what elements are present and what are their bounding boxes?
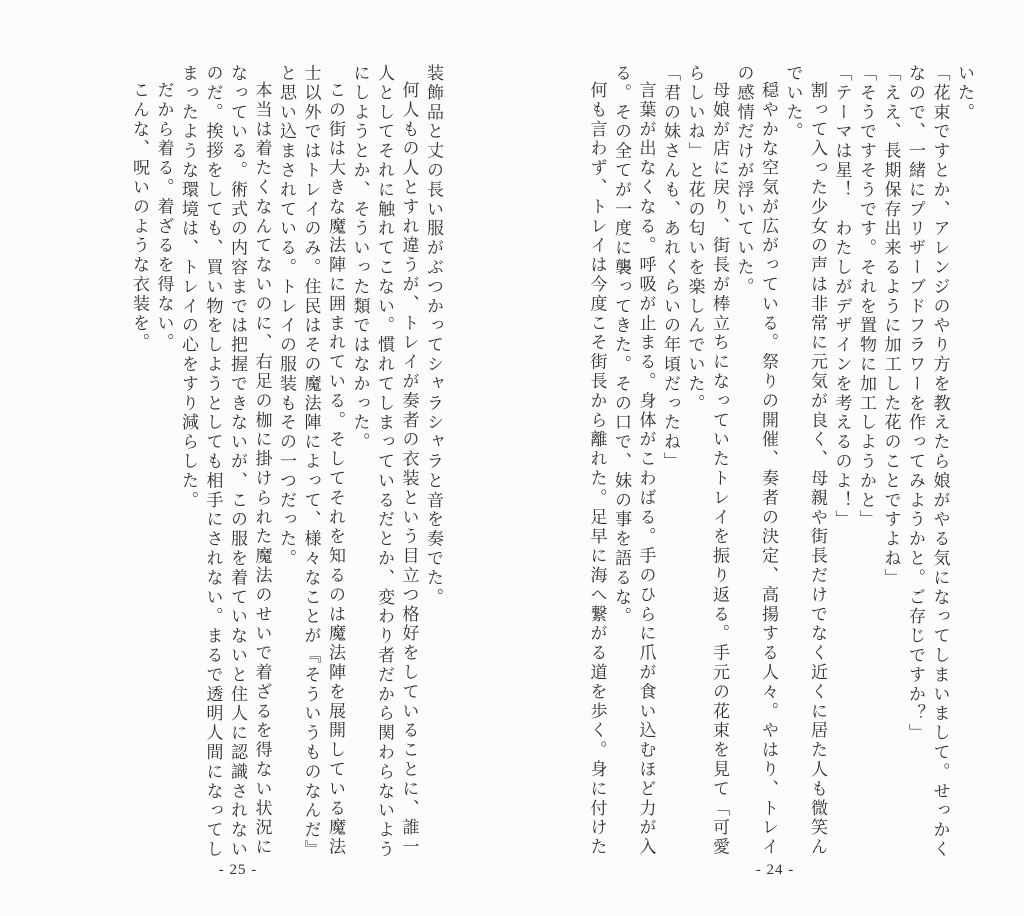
paragraph: 割って入った少女の声は非常に元気が良く、母親や街長だけでなく近くに居た人も微笑んでいた。 — [783, 64, 827, 857]
paragraph: こんな、呪いのような衣装を。 — [130, 81, 149, 353]
paragraph: 何人もの人とすれ違うが、トレイが奏者の衣装という目立つ格好をしていることに、誰一人としてそれに触れてこない。慣れてしまっているだとか、変わり者だから関わらないようにしようとか、そういった類ではなかった。 — [350, 64, 419, 860]
paragraph: 「ええ、長期保存出来るように加工した花のことですよね」 — [881, 64, 901, 588]
paragraph: 「そうですそうです。それを置物に加工しようかと」 — [857, 64, 876, 530]
paragraph: 「テーマは星！ わたしがデザインを考えるのよ！」 — [832, 64, 852, 530]
page-24-text-block — [584, 64, 976, 866]
page-25-text-block — [127, 64, 446, 866]
paragraph: この街は大きな魔法陣に囲まれている。そしてそれを知るのは魔法陣を展開している魔法士以外ではトレイのみ。住民はその魔法陣によって、様々なことが『そういうものなんだ』と思い込まされている。トレイの服装もその一つだった。 — [277, 64, 345, 860]
paragraph: 「花束ですとか、アレンジのやり方を教えたら娘がやる気になってしまいまして。せっかくなので、一緒にプリザーブドフラワーを作ってみようかと。ご存じですか？」 — [906, 64, 950, 860]
paragraph: だから着る。着ざるを得ない。 — [154, 81, 174, 353]
paragraph: いた。 — [955, 64, 974, 123]
paragraph: 穏やかな空気が広がっている。祭りの開催、奏者の決定、高揚する人々。やはり、トレイの感情だけが浮いていた。 — [734, 64, 778, 857]
paragraph: 装飾品と丈の長い服がぶつかってシャラシャラと音を奏でた。 — [424, 64, 443, 608]
page-number-24: - 24 - — [755, 862, 795, 878]
paragraph: 何も言わず、トレイは今度こそ街長から離れた。足早に海へ繋がる道を歩く。身に付けた — [587, 81, 607, 857]
paragraph: 「君の妹さんも、あれくらいの年頃だったね」 — [661, 64, 680, 472]
page-number-25: - 25 - — [218, 862, 258, 878]
paragraph: 言葉が出なくなる。呼吸が止まる。身体がこわばる。手のひらに爪が食い込むほど力が入る。その全てが一度に襲ってきた。その口で、妹の事を語るな。 — [612, 64, 656, 857]
paragraph: 母娘が店に戻り、街長が棒立ちになっていたトレイを振り返る。手元の花束を見て「可愛らしいね」と花の匂いを楽しんでいた。 — [685, 64, 729, 857]
paragraph: 本当は着たくなんてないのに、右足の枷に掛けられた魔法のせいで着ざるを得ない状況になっている。術式の内容までは把握できないが、この服を着ていないと住人に認識されないのだ。挨拶をしても、買い物をしようとしても相手にされない。まるで透明人間になってしまったような環境は、トレイの心をすり減らした。 — [179, 64, 272, 860]
